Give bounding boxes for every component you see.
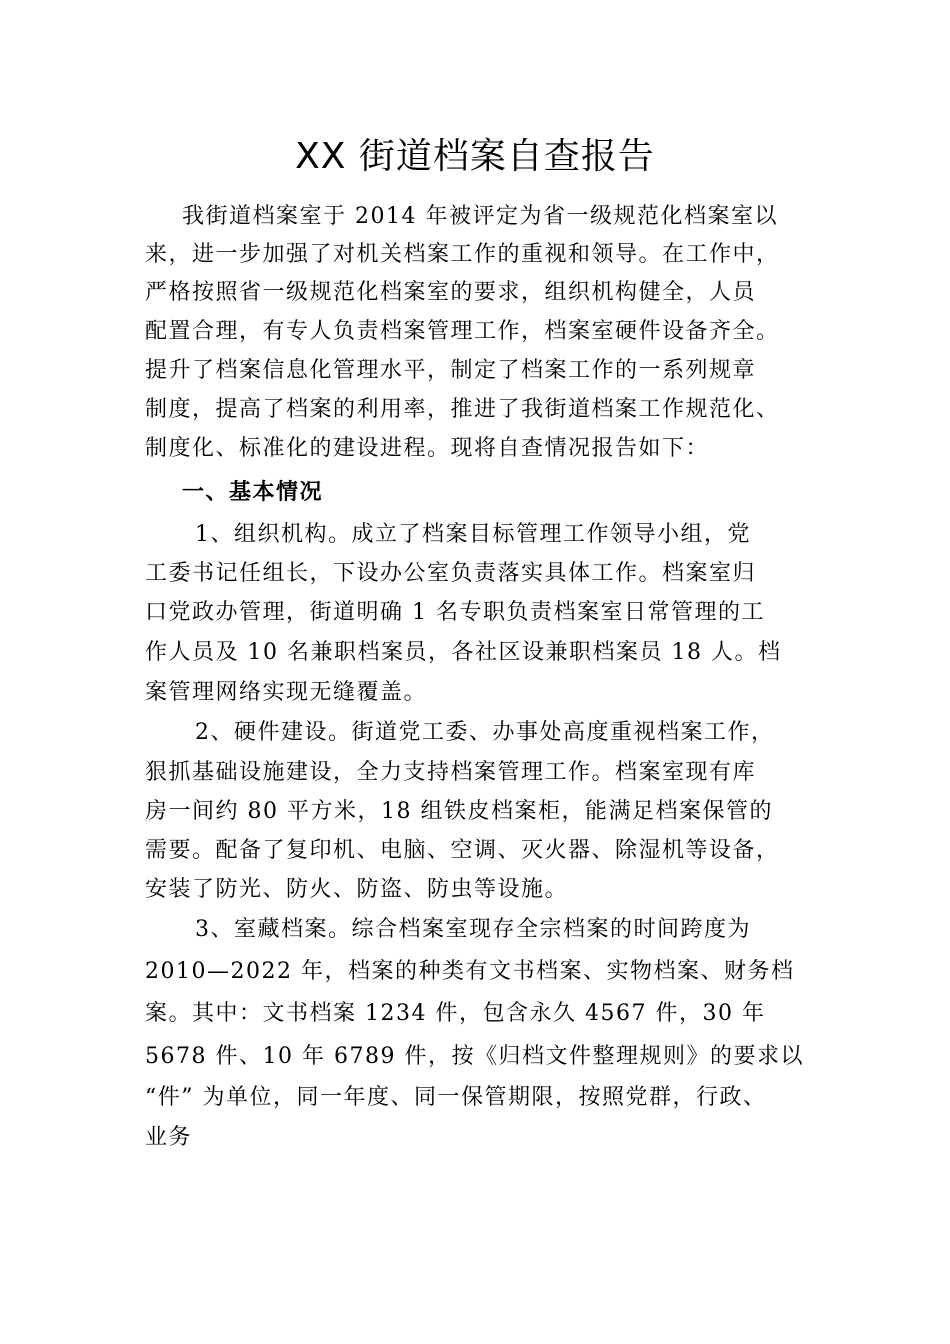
para1-line: 案管理网络实现无缝覆盖。 bbox=[145, 680, 428, 705]
para2-line: 2、硬件建设。街道党工委、办事处高度重视档案工作， bbox=[195, 720, 775, 745]
para3-line: “件” 为单位，同一年度、同一保管期限，按照党群，行政、 bbox=[145, 1085, 767, 1110]
para2-line: 需要。配备了复印机、电脑、空调、灭火器、除湿机等设备， bbox=[145, 838, 780, 863]
para2-line: 安装了防光、防火、防盗、防虫等设施。 bbox=[145, 877, 569, 902]
intro-line: 来，进一步加强了对机关档案工作的重视和领导。在工作中， bbox=[145, 242, 780, 267]
para1-line: 作人员及 10 名兼职档案员，各社区设兼职档案员 18 人。档 bbox=[145, 640, 782, 665]
para3-line: 2010—2022 年，档案的种类有文书档案、实物档案、财务档 bbox=[145, 959, 795, 984]
intro-line: 配置合理，有专人负责档案管理工作，档案室硬件设备齐全。 bbox=[145, 319, 780, 344]
intro-line: 我街道档案室于 2014 年被评定为省一级规范化档案室以 bbox=[182, 204, 778, 229]
intro-line: 制度化、标准化的建设进程。现将自查情况报告如下： bbox=[145, 436, 710, 461]
para3-line: 案。其中：文书档案 1234 件，包含永久 4567 件，30 年 bbox=[145, 1001, 766, 1026]
para2-line: 狠抓基础设施建设，全力支持档案管理工作。档案室现有库 bbox=[145, 760, 757, 785]
para1-line: 工委书记任组长，下设办公室负责落实具体工作。档案室归 bbox=[145, 561, 757, 586]
para2-line: 房一间约 80 平方米，18 组铁皮档案柜，能满足档案保管的 bbox=[145, 799, 773, 824]
para3-line: 5678 件、10 年 6789 件，按《归档文件整理规则》的要求以 bbox=[145, 1044, 804, 1069]
intro-line: 制度，提高了档案的利用率，推进了我街道档案工作规范化、 bbox=[145, 397, 780, 422]
para3-line: 3、室藏档案。综合档案室现存全宗档案的时间跨度为 bbox=[195, 917, 751, 942]
intro-line: 提升了档案信息化管理水平，制定了档案工作的一系列规章 bbox=[145, 358, 757, 383]
para1-line: 1、组织机构。成立了档案目标管理工作领导小组，党 bbox=[195, 522, 751, 547]
section-heading: 一、基本情况 bbox=[182, 480, 324, 505]
document-title: XX 街道档案自查报告 bbox=[295, 136, 655, 177]
para1-line: 口党政办管理，街道明确 1 名专职负责档案室日常管理的工 bbox=[145, 600, 765, 625]
intro-line: 严格按照省一级规范化档案室的要求，组织机构健全，人员 bbox=[145, 280, 757, 305]
para3-line: 业务 bbox=[145, 1125, 193, 1150]
